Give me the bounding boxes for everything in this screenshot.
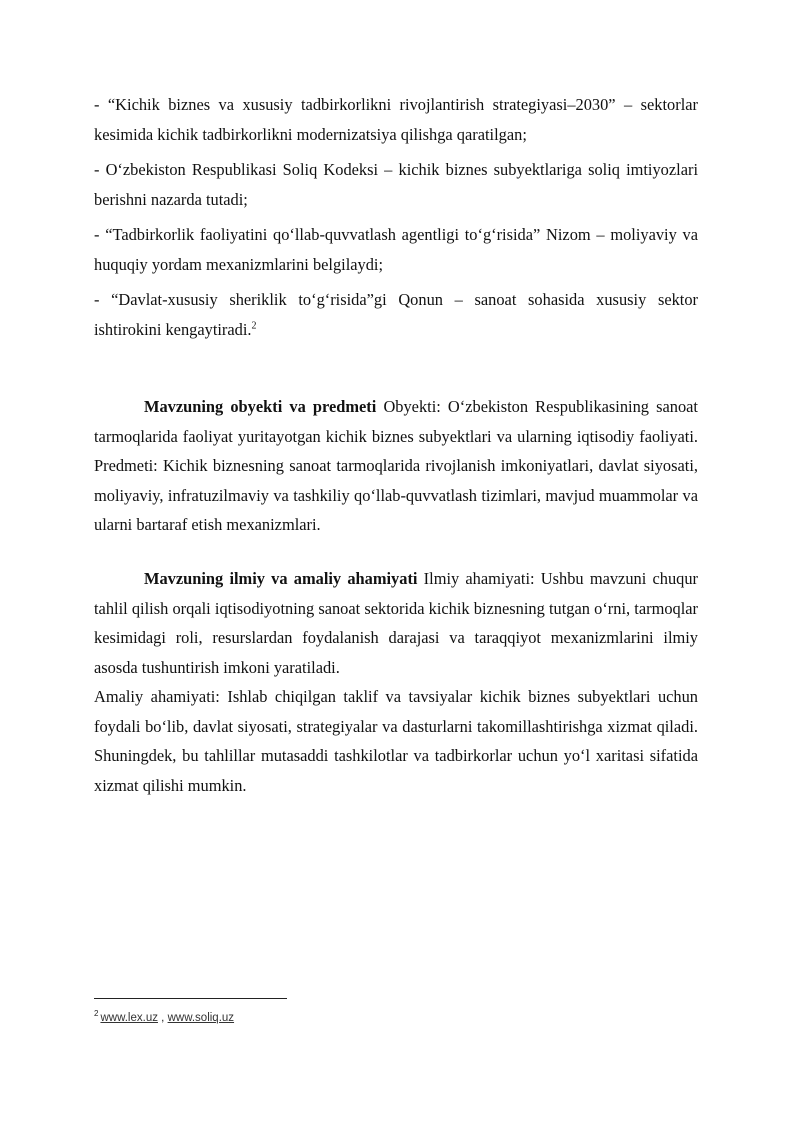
section-heading: Mavzuning obyekti va predmeti: [144, 397, 377, 416]
footnote: [94, 1009, 234, 1024]
footnote-divider: [94, 998, 287, 999]
section-body: Ilmiy ahamiyati: Ushbu mavzuni chuqur tahlil qilish orqali iqtisodiyotning sanoat sektorida kichik biznesning tutgan o‘rni, tarmoqlar kesimidagi roli, resurslardan foydalanish darajasi va taraqqiyot mexanizmlarini ilmiy asosda tushuntirish imkoni yaratiladi.: [94, 569, 698, 677]
footnote-separator: ,: [157, 1011, 168, 1024]
section-heading: Mavzuning ilmiy va amaliy ahamiyati: [144, 569, 418, 588]
footnote-link-lex[interactable]: www.lex.uz: [100, 1011, 158, 1024]
footnote-mark: 2: [94, 1009, 99, 1018]
footnote-link-soliq[interactable]: www.soliq.uz: [167, 1011, 235, 1024]
list-item: - “Kichik biznes va xususiy tadbirkorlikni rivojlantirish strategiyasi–2030” – sektorlar kesimida kichik tadbirkorlikni modernizatsiya qilishga qaratilgan;: [94, 95, 698, 144]
significance-section: [94, 564, 698, 800]
legal-basis-list: [94, 90, 698, 344]
list-item-text: - “Davlat-xususiy sheriklik to‘g‘risida”gi Qonun – sanoat sohasida xususiy sektor ishtirokini kengaytiradi.: [94, 290, 698, 339]
list-item: - O‘zbekiston Respublikasi Soliq Kodeksi – kichik biznes subyektlariga soliq imtiyozlari berishni nazarda tutadi;: [94, 160, 698, 209]
footnote-reference[interactable]: 2: [251, 320, 257, 332]
list-item: [94, 285, 698, 344]
object-paragraph: [94, 392, 698, 540]
practical-paragraph: Amaliy ahamiyati: Ishlab chiqilgan taklif va tavsiyalar kichik biznes subyektlari uchun foydali bo‘lib, davlat siyosati, strategiyalar va dasturlarni takomillashtirishga xizmat qiladi. Shuningdek, bu tahlillar mutasaddi tashkilotlar va tadbirkorlar uchun yo‘l xaritasi sifatida xizmat qilishi mumkin.: [94, 687, 698, 795]
section-body: Obyekti: O‘zbekiston Respublikasining sanoat tarmoqlarida faoliyat yuritayotgan kichik biznes subyektlari va ularning iqtisodiy faoliyati. Predmeti: Kichik biznesning sanoat tarmoqlarida rivojlanish imkoniyatlari, davlat siyosati, moliyaviy, infratuzilmaviy va tashkiliy qo‘llab-quvvatlash tizimlari, mavjud muammolar va ularni bartaraf etish mexanizmlari.: [94, 397, 698, 534]
scientific-paragraph: [94, 564, 698, 682]
object-subject-section: [94, 392, 698, 540]
list-item: - “Tadbirkorlik faoliyatini qo‘llab-quvvatlash agentligi to‘g‘risida” Nizom – moliyaviy va huquqiy yordam mexanizmlarini belgilaydi;: [94, 225, 698, 274]
